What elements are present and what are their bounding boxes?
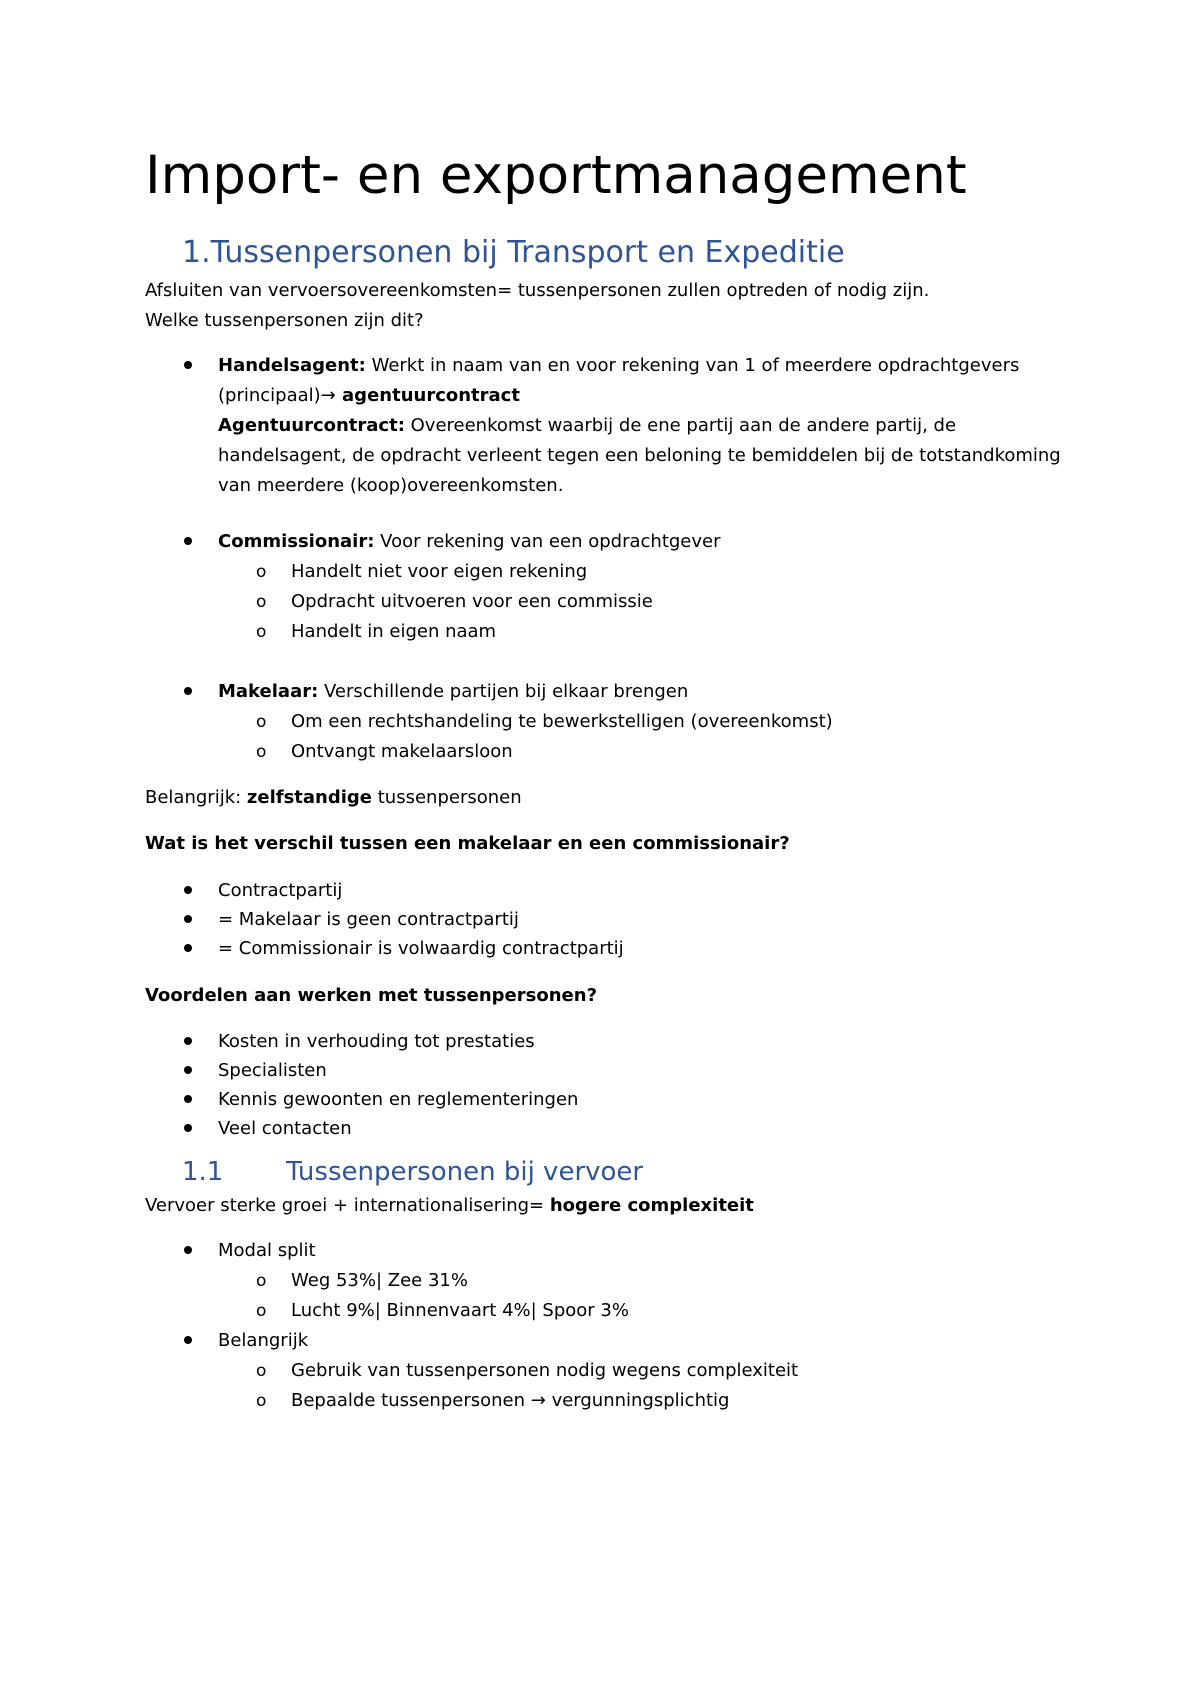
question-1-heading: Wat is het verschil tussen een makelaar en een commissionair?: [145, 833, 790, 854]
principaal-text: (principaal): [218, 385, 321, 406]
bullet-dot: [184, 886, 192, 894]
bullet-dot: [184, 1124, 192, 1132]
question-2-item: Kosten in verhouding tot prestaties: [218, 1031, 535, 1052]
handelsagent-line-1: [218, 351, 1019, 381]
agentuurcontract-line-3: van meerdere (koop)overeenkomsten.: [218, 475, 564, 496]
makelaar-text: Verschillende partijen bij elkaar brengen: [318, 681, 689, 702]
commissionair-sub-2: Opdracht uitvoeren voor een commissie: [291, 591, 653, 612]
sub-bullet-icon: o: [256, 742, 267, 762]
commissionair-label: Commissionair:: [218, 531, 375, 552]
modal-split-label: Modal split: [218, 1240, 316, 1261]
sub-bullet-icon: o: [256, 1271, 267, 1291]
makelaar-line: [218, 677, 688, 707]
sub-bullet-icon: o: [256, 1361, 267, 1381]
belangrijk-line: [145, 783, 522, 813]
arrow-right-icon: →: [320, 385, 336, 406]
question-1-item: = Commissionair is volwaardig contractpartij: [218, 938, 624, 959]
bullet-dot: [184, 361, 192, 369]
section-1-number: 1.: [182, 235, 211, 270]
belangrijk-prefix: Belangrijk:: [145, 787, 247, 808]
bullet-dot: [184, 1037, 192, 1045]
question-2-item: Specialisten: [218, 1060, 327, 1081]
belangrijk-sub-2: [291, 1386, 729, 1416]
agentuurcontract-label: Agentuurcontract:: [218, 415, 405, 436]
sub-bullet-icon: o: [256, 1391, 267, 1411]
bullet-dot: [184, 944, 192, 952]
belangrijk-sub-2-text: Bepaalde tussenpersonen: [291, 1390, 531, 1411]
bullet-dot: [184, 537, 192, 545]
commissionair-sub-1: Handelt niet voor eigen rekening: [291, 561, 588, 582]
belangrijk-sub-2-end: vergunningsplichtig: [545, 1390, 730, 1411]
bullet-dot: [184, 1095, 192, 1103]
agentuurcontract-def-1: Overeenkomst waarbij de ene partij aan de andere partij, de: [404, 415, 957, 436]
handelsagent-label: Handelsagent:: [218, 355, 366, 376]
section-1-title: Tussenpersonen bij Transport en Expeditie: [210, 235, 845, 270]
makelaar-label: Makelaar:: [218, 681, 319, 702]
belangrijk-suffix: tussenpersonen: [372, 787, 522, 808]
bullet-dot: [184, 1246, 192, 1254]
modal-split-sub-1: Weg 53%| Zee 31%: [291, 1270, 468, 1291]
makelaar-sub-2: Ontvangt makelaarsloon: [291, 741, 513, 762]
makelaar-sub-1: Om een rechtshandeling te bewerkstelligen (overeenkomst): [291, 711, 833, 732]
agentuurcontract-line-2: handelsagent, de opdracht verleent tegen een beloning te bemiddelen bij de totstandkoming: [218, 445, 1061, 466]
bullet-dot: [184, 1336, 192, 1344]
commissionair-text: Voor rekening van een opdrachtgever: [374, 531, 721, 552]
document-title: Import- en exportmanagement: [145, 145, 967, 206]
modal-split-sub-2: Lucht 9%| Binnenvaart 4%| Spoor 3%: [291, 1300, 629, 1321]
arrow-right-icon: →: [530, 1390, 546, 1411]
agentuurcontract-text: agentuurcontract: [335, 385, 520, 406]
question-2-item: Kennis gewoonten en reglementeringen: [218, 1089, 579, 1110]
section-1-heading: [182, 233, 845, 273]
question-1-item: = Makelaar is geen contractpartij: [218, 909, 519, 930]
sub-bullet-icon: o: [256, 622, 267, 642]
section-1-1-intro: [145, 1191, 754, 1221]
intro-line-1: Afsluiten van vervoersovereenkomsten= tussenpersonen zullen optreden of nodig zijn.: [145, 280, 930, 301]
sub-bullet-icon: o: [256, 712, 267, 732]
handelsagent-line-2: [218, 381, 520, 411]
section-1-1-number: 1.1: [182, 1157, 224, 1187]
section-1-1-intro-bold: hogere complexiteit: [549, 1195, 754, 1216]
sub-bullet-icon: o: [256, 1301, 267, 1321]
question-2-item: Veel contacten: [218, 1118, 352, 1139]
bullet-dot: [184, 1066, 192, 1074]
sub-bullet-icon: o: [256, 592, 267, 612]
intro-line-2: Welke tussenpersonen zijn dit?: [145, 310, 424, 331]
bullet-dot: [184, 915, 192, 923]
belangrijk-bold: zelfstandige: [246, 787, 373, 808]
section-1-1-heading: Tussenpersonen bij vervoer: [286, 1157, 644, 1187]
section-1-1-intro-text: Vervoer sterke groei + internationalisering=: [145, 1195, 550, 1216]
handelsagent-text: Werkt in naam van en voor rekening van 1 of meerdere opdrachtgevers: [365, 355, 1020, 376]
commissionair-line: [218, 527, 721, 557]
belangrijk-label: Belangrijk: [218, 1330, 309, 1351]
commissionair-sub-3: Handelt in eigen naam: [291, 621, 497, 642]
belangrijk-sub-1: Gebruik van tussenpersonen nodig wegens complexiteit: [291, 1360, 799, 1381]
agentuurcontract-line-1: [218, 411, 956, 441]
bullet-dot: [184, 687, 192, 695]
question-1-item: Contractpartij: [218, 880, 343, 901]
question-2-heading: Voordelen aan werken met tussenpersonen?: [145, 985, 598, 1006]
sub-bullet-icon: o: [256, 562, 267, 582]
